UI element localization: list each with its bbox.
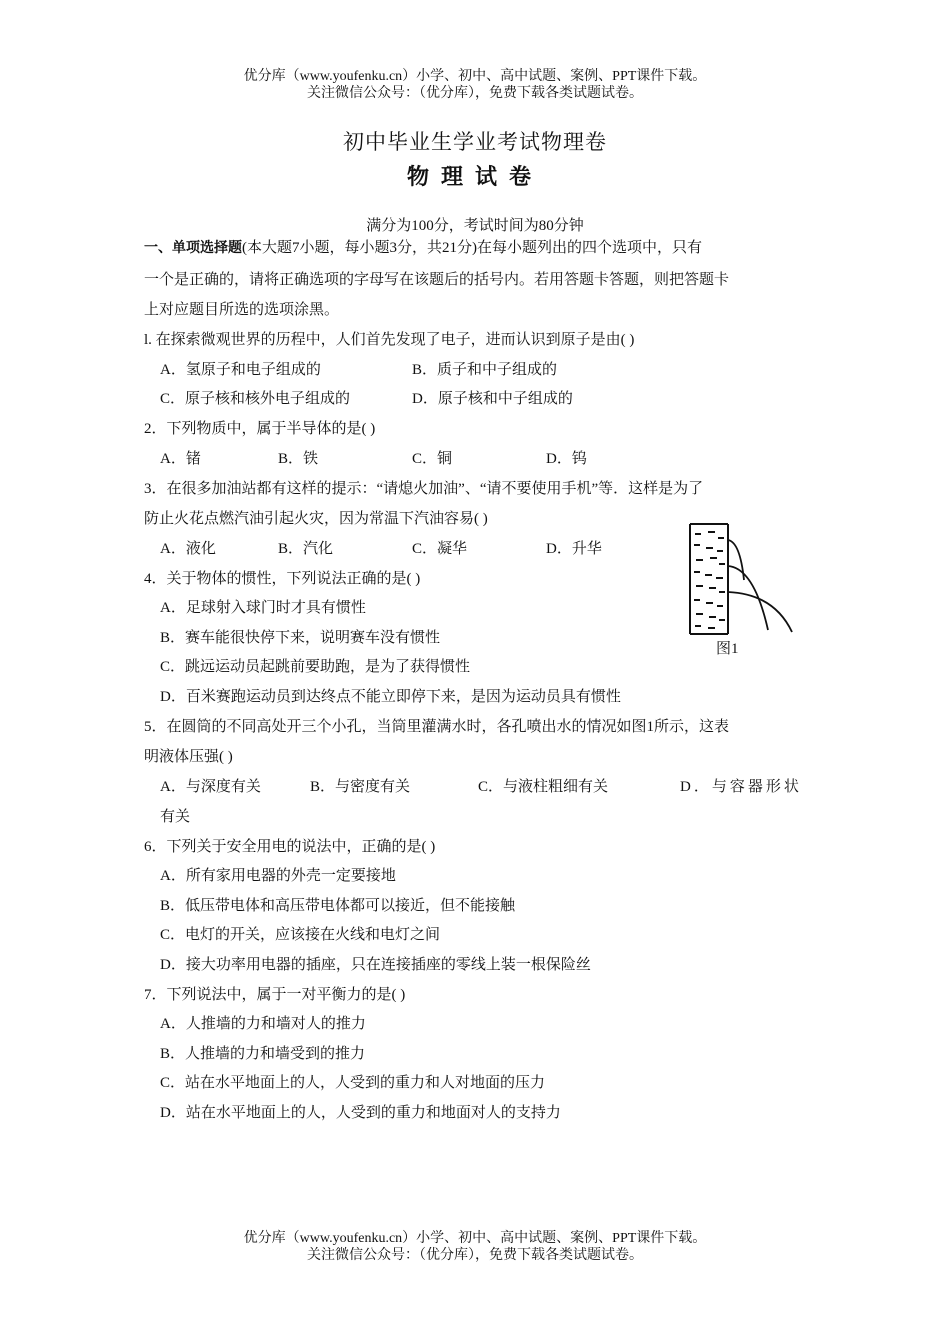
q5-option-a: A．与深度有关 (160, 779, 261, 795)
q2-option-b: B．铁 (278, 451, 319, 467)
page-footer (0, 1230, 950, 1264)
section1-heading: 一、单项选择题 (144, 240, 242, 256)
figure-1-water-cylinder (684, 520, 800, 640)
jet-bottom (728, 592, 792, 632)
section1-intro-line3: 上对应题目所选的选项涂黑。 (144, 302, 340, 318)
q7-option-a: A．人推墙的力和墙对人的推力 (160, 1016, 366, 1032)
water-jets (728, 540, 792, 632)
score-time-info: 满分为100分，考试时间为80分钟 (366, 218, 584, 234)
q1-option-b: B．质子和中子组成的 (412, 362, 558, 378)
q5-option-d: D．与容器形状 (680, 779, 802, 795)
q7-option-c: C．站在水平地面上的人，人受到的重力和人对地面的压力 (160, 1075, 546, 1091)
q6-option-c: C．电灯的开关，应该接在火线和电灯之间 (160, 927, 441, 943)
q6-stem: 6．下列关于安全用电的说法中，正确的是( ) (144, 839, 436, 855)
header-line-2: 关注微信公众号：（优分库），免费下载各类试题试卷。 (307, 86, 643, 101)
water-dashes (694, 532, 725, 628)
footer-line-1: 优分库（www.youfenku.cn）小学、初中、高中试题、案例、PPT课件下载。 (243, 1231, 707, 1246)
q3-option-b: B．汽化 (278, 541, 334, 557)
q3-stem-line2: 防止火花点燃汽油引起火灾，因为常温下汽油容易( ) (144, 511, 488, 527)
q4-option-d: D．百米赛跑运动员到达终点不能立即停下来，是因为运动员具有惯性 (160, 689, 621, 705)
q5-stem-line1: 5．在圆筒的不同高处开三个小孔，当筒里灌满水时，各孔喷出水的情况如图1所示，这表 (144, 719, 730, 735)
section1-intro-line1: 一、单项选择题(本大题7小题，每小题3分，共21分)在每小题列出的四个选项中，只有 (144, 240, 702, 256)
q6-option-b: B．低压带电体和高压带电体都可以接近，但不能接触 (160, 898, 516, 914)
q2-option-a: A．锗 (160, 451, 201, 467)
q1-option-d: D．原子核和中子组成的 (412, 391, 573, 407)
q3-stem-line1: 3．在很多加油站都有这样的提示：“请熄火加油”、“请不要使用手机”等．这样是为了 (144, 481, 704, 497)
q4-stem: 4．关于物体的惯性，下列说法正确的是( ) (144, 571, 421, 587)
q1-option-a: A．氢原子和电子组成的 (160, 362, 321, 378)
section1-intro-line2: 一个是正确的，请将正确选项的字母写在该题后的括号内。若用答题卡答题，则把答题卡 (144, 272, 730, 288)
footer-line-2: 关注微信公众号：（优分库），免费下载各类试题试卷。 (307, 1248, 643, 1263)
q6-option-d: D．接大功率用电器的插座，只在连接插座的零线上装一根保险丝 (160, 957, 591, 973)
q5-option-d-continued: 有关 (160, 809, 191, 825)
q5-stem-line2: 明液体压强( ) (144, 749, 233, 765)
exam-title: 初中毕业生学业考试物理卷 (343, 130, 607, 154)
q4-option-c: C．跳远运动员起跳前要助跑，是为了获得惯性 (160, 659, 471, 675)
q1-stem: l. 在探索微观世界的历程中，人们首先发现了电子，进而认识到原子是由( ) (144, 332, 635, 348)
jet-top (728, 540, 744, 580)
page-header (0, 68, 950, 102)
q4-option-b: B．赛车能很快停下来，说明赛车没有惯性 (160, 630, 441, 646)
q2-option-d: D．钨 (546, 451, 587, 467)
q5-option-c: C．与液柱粗细有关 (478, 779, 609, 795)
jet-middle (728, 566, 768, 630)
q3-option-d: D．升华 (546, 541, 602, 557)
q5-option-b: B．与密度有关 (310, 779, 411, 795)
q6-option-a: A．所有家用电器的外壳一定要接地 (160, 868, 396, 884)
q3-option-a: A．液化 (160, 541, 216, 557)
q1-option-c: C．原子核和核外电子组成的 (160, 391, 351, 407)
figure-1-caption: 图1 (716, 641, 739, 657)
q7-option-b: B．人推墙的力和墙受到的推力 (160, 1046, 366, 1062)
q3-option-c: C．凝华 (412, 541, 468, 557)
q2-option-c: C．铜 (412, 451, 453, 467)
q7-stem: 7．下列说法中，属于一对平衡力的是( ) (144, 987, 406, 1003)
q7-option-d: D．站在水平地面上的人，人受到的重力和地面对人的支持力 (160, 1105, 561, 1121)
header-line-1: 优分库（www.youfenku.cn）小学、初中、高中试题、案例、PPT课件下载。 (243, 69, 707, 84)
exam-subtitle: 物理试卷 (406, 165, 543, 190)
q4-option-a: A．足球射入球门时才具有惯性 (160, 600, 366, 616)
q2-stem: 2．下列物质中，属于半导体的是( ) (144, 421, 376, 437)
